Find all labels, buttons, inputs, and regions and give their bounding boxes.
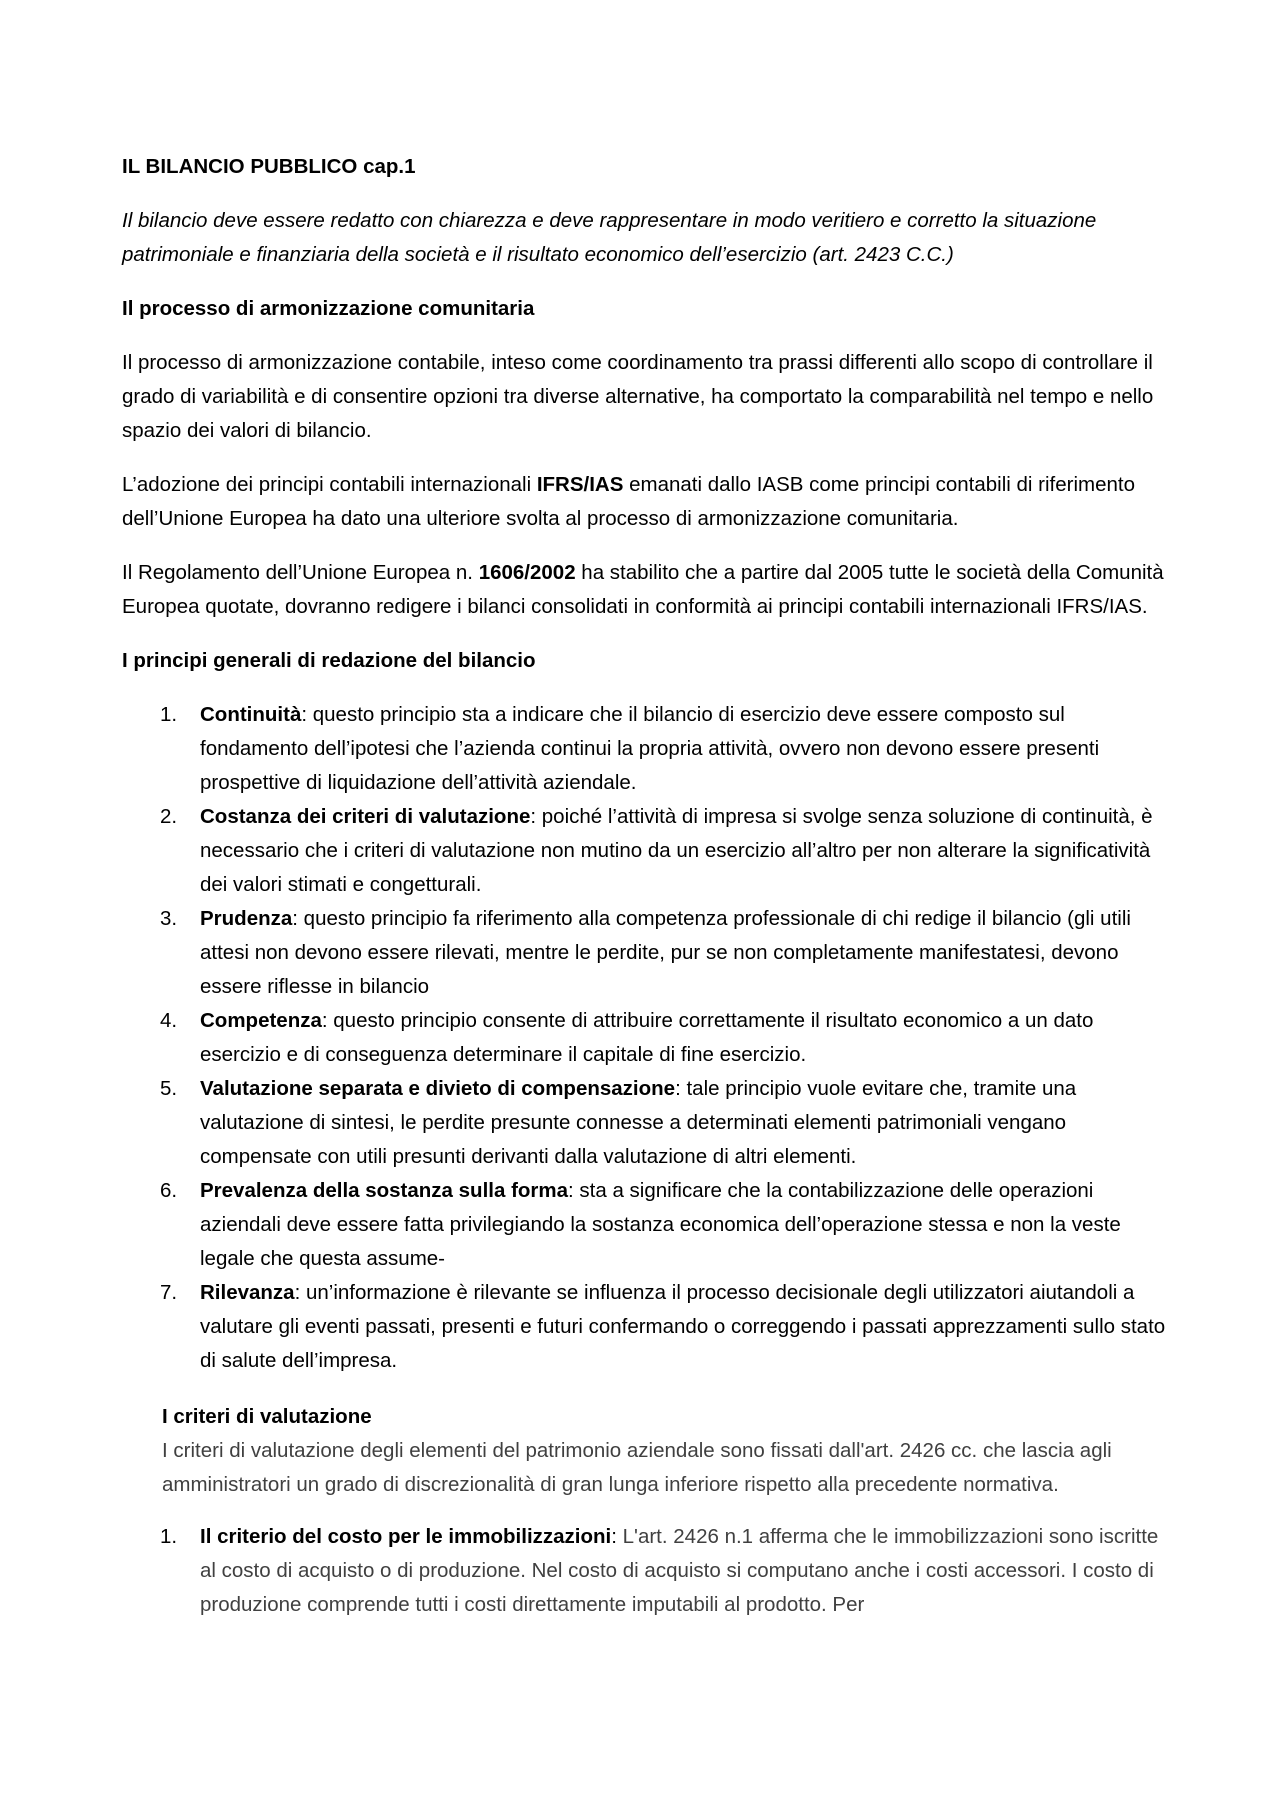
intro-quote: Il bilancio deve essere redatto con chiarezza e deve rappresentare in modo veritiero e corretto la situazione patrimoniale e finanziaria della società e il risultato economico dell’esercizio (art. 2423 C.C.) — [122, 209, 1097, 266]
list-item-text: L'art. 2426 n.1 afferma che le immobilizzazioni sono iscritte al costo di acquisto o di produzione. Nel costo di acquisto si computano anche i costi accessori. I costo di produzione comprende tutti i costi direttamente imputabili al prodotto. Per — [200, 1525, 1159, 1616]
harmonization-heading: Il processo di armonizzazione comunitaria — [122, 297, 535, 320]
criteria-heading: I criteri di valutazione — [162, 1405, 372, 1428]
list-item-number: 4. — [160, 1009, 178, 1032]
list-item-number: 3. — [160, 907, 178, 930]
principles-heading: I principi generali di redazione del bilancio — [122, 649, 536, 672]
list-item-colon: : — [611, 1525, 617, 1548]
list-item — [122, 800, 1167, 902]
list-item-title: Continuità — [200, 703, 302, 726]
criteria-intro: I criteri di valutazione degli elementi del patrimonio aziendale sono fissati dall'art. 2426 cc. che lascia agli amministratori un grado di discrezionalità di gran lunga inferiore rispetto alla precedente normativa. — [162, 1439, 1112, 1496]
document-page — [122, 150, 1167, 1622]
list-item-title: Competenza — [200, 1009, 322, 1032]
principles-list — [122, 698, 1167, 1378]
harmonization-paragraph-1: Il processo di armonizzazione contabile, inteso come coordinamento tra prassi differenti allo scopo di controllare il grado di variabilità e di consentire opzioni tra diverse alternative, ha comportato la comparabilità nel tempo e nello spazio dei valori di bilancio. — [122, 351, 1154, 442]
list-item-text: : poiché l’attività di impresa si svolge senza soluzione di continuità, è necessario che i criteri di valutazione non mutino da un esercizio all’altro per non alterare la significatività dei valori stimati e congetturali. — [200, 805, 1153, 896]
document-title: IL BILANCIO PUBBLICO cap.1 — [122, 155, 416, 178]
regulation-number: 1606/2002 — [478, 561, 576, 584]
list-item-text: : questo principio sta a indicare che il bilancio di esercizio deve essere composto sul fondamento dell’ipotesi che l’azienda continui la propria attività, ovvero non devono essere presenti prospettive di liquidazione dell’attività aziendale. — [200, 703, 1100, 794]
list-item-number: 7. — [160, 1281, 178, 1304]
list-item-number: 5. — [160, 1077, 178, 1100]
list-item-text: : un’informazione è rilevante se influenza il processo decisionale degli utilizzatori aiutandoli a valutare gli eventi passati, presenti e futuri confermando o correggendo i passati apprezzamenti sullo stato di salute dell’impresa. — [200, 1281, 1166, 1372]
list-item — [122, 902, 1167, 1004]
list-item-title: Costanza dei criteri di valutazione — [200, 805, 531, 828]
list-item — [122, 1072, 1167, 1174]
list-item-number: 2. — [160, 805, 178, 828]
paragraph-text: ha stabilito che a partire dal 2005 tutte le società della Comunità Europea quotate, dovranno redigere i bilanci consolidati in conformità ai principi contabili internazionali IFRS/IAS. — [122, 561, 1164, 618]
paragraph-text: L’adozione dei principi contabili internazionali — [122, 473, 537, 496]
list-item — [122, 1004, 1167, 1072]
list-item-text: : tale principio vuole evitare che, tramite una valutazione di sintesi, le perdite presunte connesse a determinati elementi patrimoniali vengano compensate con utili presunti derivanti dalla valutazione di altri elementi. — [200, 1077, 1077, 1168]
criteria-section — [162, 1400, 1167, 1502]
criteria-list — [122, 1520, 1167, 1622]
harmonization-paragraph-2 — [122, 468, 1167, 536]
list-item — [122, 1520, 1167, 1622]
list-item — [122, 1276, 1167, 1378]
list-item-title: Prevalenza della sostanza sulla forma — [200, 1179, 569, 1202]
harmonization-paragraph-3 — [122, 556, 1167, 624]
list-item-title: Prudenza — [200, 907, 293, 930]
list-item-text: : questo principio fa riferimento alla competenza professionale di chi redige il bilancio (gli utili attesi non devono essere rilevati, mentre le perdite, pur se non completamente manifestatesi, devono essere riflesse in bilancio — [200, 907, 1131, 998]
list-item-title: Il criterio del costo per le immobilizzazioni — [200, 1525, 612, 1548]
list-item-number: 6. — [160, 1179, 178, 1202]
list-item — [122, 698, 1167, 800]
list-item-number: 1. — [160, 703, 178, 726]
list-item-title: Valutazione separata e divieto di compensazione — [200, 1077, 676, 1100]
list-item-text: : sta a significare che la contabilizzazione delle operazioni aziendali deve essere fatta privilegiando la sostanza economica dell’operazione stessa e non la veste legale che questa assume- — [200, 1179, 1121, 1270]
paragraph-text: emanati dallo IASB come principi contabili di riferimento dell’Unione Europea ha dato una ulteriore svolta al processo di armonizzazione comunitaria. — [122, 473, 1136, 530]
paragraph-text: Il Regolamento dell’Unione Europea n. — [122, 561, 479, 584]
ifrs-ias-term: IFRS/IAS — [536, 473, 624, 496]
list-item — [122, 1174, 1167, 1276]
list-item-number: 1. — [160, 1525, 178, 1548]
list-item-text: : questo principio consente di attribuire correttamente il risultato economico a un dato esercizio e di conseguenza determinare il capitale di fine esercizio. — [200, 1009, 1094, 1066]
list-item-title: Rilevanza — [200, 1281, 295, 1304]
